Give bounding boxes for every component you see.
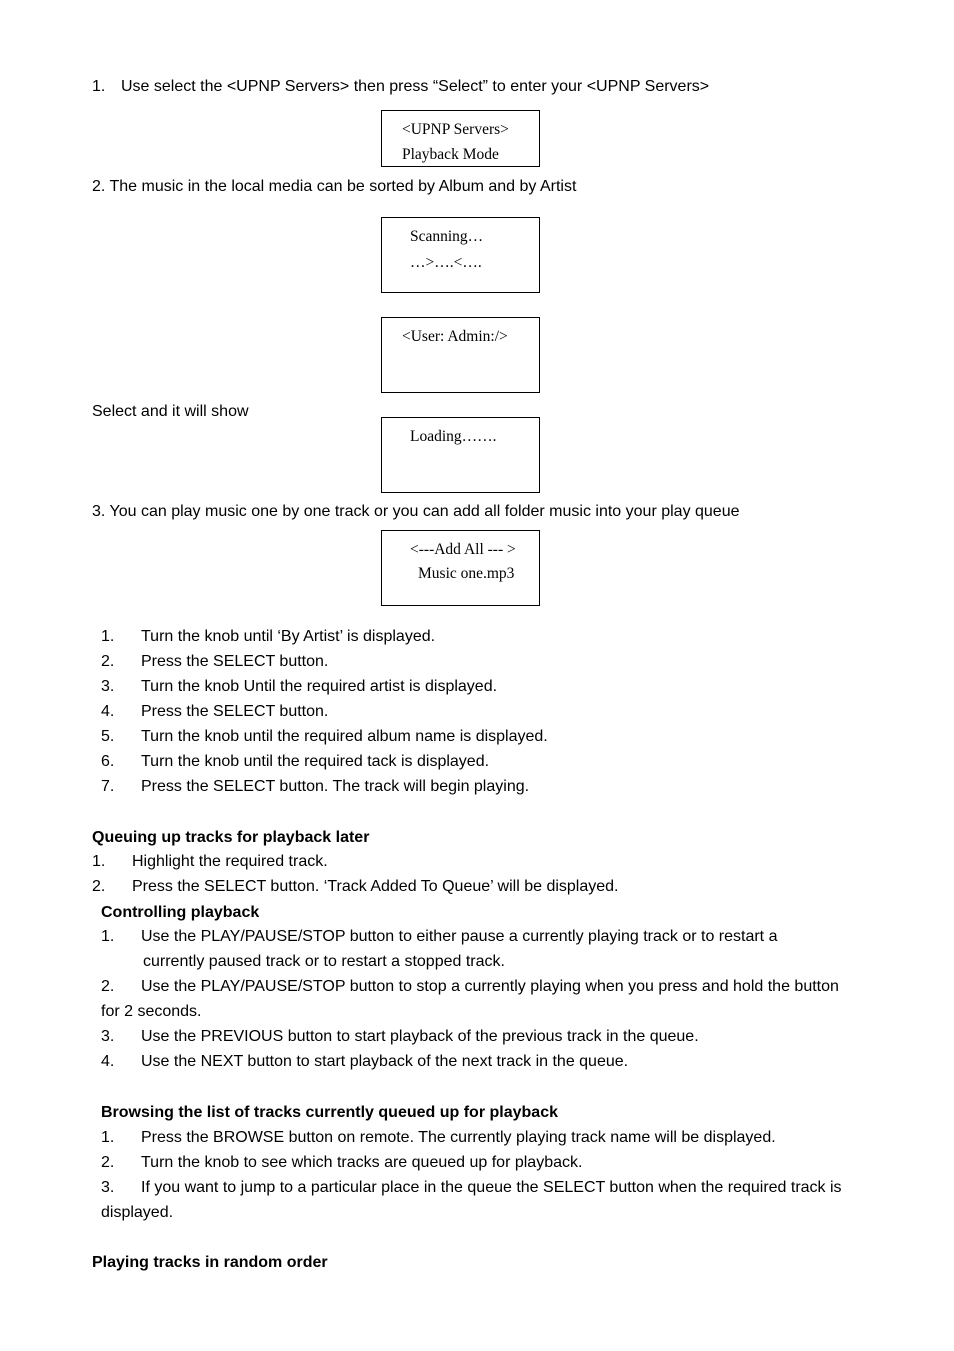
- list-item: Use the PLAY/PAUSE/STOP button to stop a currently playing when you press and hold the button: [141, 978, 839, 995]
- section-heading: Queuing up tracks for playback later: [92, 829, 370, 846]
- list-item: Press the SELECT button.: [141, 703, 329, 720]
- list-number: 4.: [101, 1053, 115, 1070]
- step-text: 3. You can play music one by one track or you can add all folder music into your play queue: [92, 503, 740, 520]
- list-item: Use the NEXT button to start playback of the next track in the queue.: [141, 1053, 629, 1070]
- list-number: 1.: [101, 928, 115, 945]
- display-screen-scanning: [381, 217, 540, 293]
- display-screen-add-all: [381, 530, 540, 606]
- list-item: Press the SELECT button. ‘Track Added To Queue’ will be displayed.: [132, 878, 619, 895]
- screen-line: <---Add All --- >: [410, 541, 516, 558]
- screen-line: Scanning…: [410, 228, 484, 245]
- list-number: 1.: [92, 853, 106, 870]
- step-number: 1.: [92, 78, 106, 95]
- screen-line: Music one.mp3: [418, 565, 515, 582]
- list-item-continuation: for 2 seconds.: [101, 1003, 202, 1020]
- display-screen-user: [381, 317, 540, 393]
- step-text: 2. The music in the local media can be sorted by Album and by Artist: [92, 178, 577, 195]
- list-item-continuation: displayed.: [101, 1204, 174, 1221]
- list-item: If you want to jump to a particular place in the queue the SELECT button when the required track is: [141, 1179, 842, 1196]
- section-heading: Playing tracks in random order: [92, 1254, 328, 1271]
- list-number: 4.: [101, 703, 115, 720]
- list-number: 5.: [101, 728, 115, 745]
- list-item: Use the PLAY/PAUSE/STOP button to either pause a currently playing track or to restart a: [141, 928, 778, 945]
- list-item: Turn the knob Until the required artist is displayed.: [141, 678, 498, 695]
- section-heading: Controlling playback: [101, 904, 260, 921]
- list-number: 2.: [101, 1154, 115, 1171]
- list-item: Use the PREVIOUS button to start playback of the previous track in the queue.: [141, 1028, 699, 1045]
- list-number: 2.: [101, 978, 115, 995]
- list-item: Turn the knob until the required album name is displayed.: [141, 728, 548, 745]
- list-number: 3.: [101, 1028, 115, 1045]
- list-number: 1.: [101, 1129, 115, 1146]
- list-item-continuation: currently paused track or to restart a stopped track.: [143, 953, 505, 970]
- display-screen-upnp: [381, 110, 540, 167]
- list-item: Press the SELECT button.: [141, 653, 329, 670]
- list-number: 3.: [101, 678, 115, 695]
- list-item: Press the BROWSE button on remote. The currently playing track name will be displayed.: [141, 1129, 776, 1146]
- list-item: Turn the knob until ‘By Artist’ is displayed.: [141, 628, 436, 645]
- list-item: Turn the knob to see which tracks are queued up for playback.: [141, 1154, 583, 1171]
- list-item: Highlight the required track.: [132, 853, 328, 870]
- list-number: 6.: [101, 753, 115, 770]
- section-heading: Browsing the list of tracks currently queued up for playback: [101, 1104, 558, 1121]
- list-number: 2.: [92, 878, 106, 895]
- screen-line: …>….<….: [410, 254, 482, 271]
- paragraph: Select and it will show: [92, 403, 249, 420]
- list-number: 3.: [101, 1179, 115, 1196]
- screen-line: Loading…….: [410, 428, 497, 445]
- list-item: Press the SELECT button. The track will begin playing.: [141, 778, 530, 795]
- list-number: 7.: [101, 778, 115, 795]
- screen-line: Playback Mode: [402, 146, 499, 163]
- screen-line: <User: Admin:/>: [402, 328, 508, 345]
- screen-line: <UPNP Servers>: [402, 121, 509, 138]
- display-screen-loading: [381, 417, 540, 493]
- list-item: Turn the knob until the required tack is displayed.: [141, 753, 490, 770]
- step-text: Use select the <UPNP Servers> then press “Select” to enter your <UPNP Servers>: [121, 78, 710, 95]
- list-number: 1.: [101, 628, 115, 645]
- list-number: 2.: [101, 653, 115, 670]
